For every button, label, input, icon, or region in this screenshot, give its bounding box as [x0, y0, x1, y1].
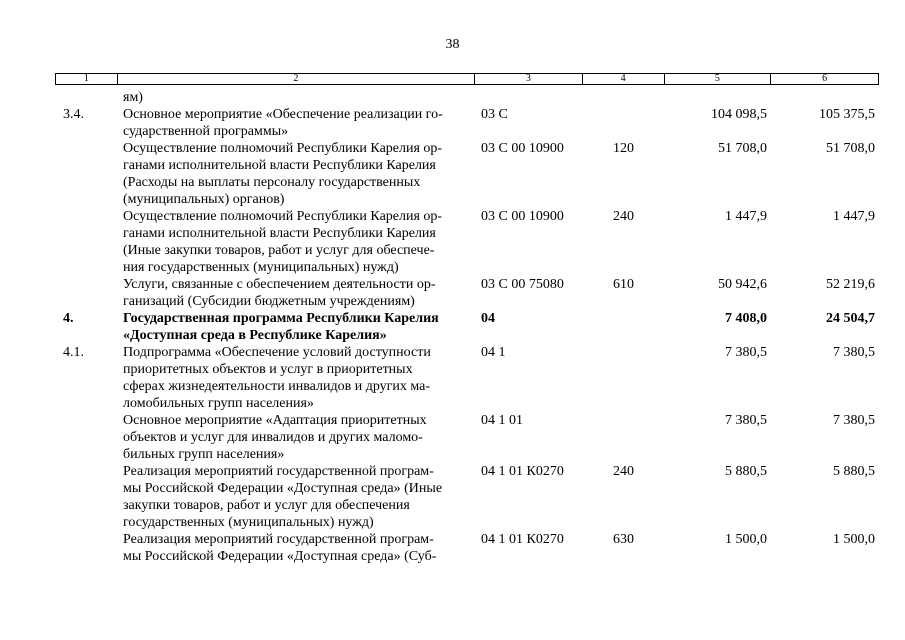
row-number: 4. — [63, 311, 74, 326]
row-code: 04 1 01 — [481, 413, 523, 428]
table-row — [55, 463, 879, 531]
row-number: 3.4. — [63, 107, 84, 122]
row-name — [117, 531, 475, 565]
row-name — [117, 89, 475, 106]
row-code: 04 1 01 К0270 — [481, 464, 564, 479]
row-name-line: (Расходы на выплаты персоналу государственных — [123, 175, 421, 190]
row-value-2: 52 219,6 — [826, 277, 875, 292]
row-name-line: Подпрограмма «Обеспечение условий доступности — [123, 345, 431, 360]
row-value-2: 105 375,5 — [819, 107, 875, 122]
row-name-line: сферах жизнедеятельности инвалидов и других ма- — [123, 379, 431, 394]
row-code: 04 1 01 К0270 — [481, 532, 564, 547]
column-header-3: 3 — [475, 74, 583, 84]
row-value-2: 24 504,7 — [826, 311, 875, 326]
row-value-2: 5 880,5 — [833, 464, 875, 479]
table-row — [55, 412, 879, 463]
page-number: 38 — [445, 37, 460, 52]
column-header-1: 1 — [56, 74, 118, 84]
column-header-2: 2 — [118, 74, 475, 84]
row-value-1: 51 708,0 — [718, 141, 767, 156]
row-name-line: закупки товаров, работ и услуг для обеспечения — [123, 498, 410, 513]
column-header-5: 5 — [665, 74, 772, 84]
table-header-row — [55, 73, 879, 85]
table-row — [55, 310, 879, 344]
column-header-6: 6 — [822, 73, 828, 84]
row-name-line: приоритетных объектов и услуг в приоритетных — [123, 362, 413, 377]
row-value-1: 50 942,6 — [718, 277, 767, 292]
row-value-1: 104 098,5 — [711, 107, 767, 122]
row-name-line: ния государственных (муниципальных) нужд) — [123, 260, 399, 275]
row-name-line: бильных групп населения» — [123, 447, 285, 462]
row-code: 03 С 00 10900 — [481, 141, 564, 156]
row-name-line: мы Российской Федерации «Доступная среда» (Суб- — [123, 549, 437, 564]
row-name — [117, 412, 475, 463]
table-body — [55, 89, 879, 565]
row-expense-type: 240 — [613, 209, 634, 224]
table-row — [55, 276, 879, 310]
table-row — [55, 531, 879, 565]
table-row — [55, 208, 879, 276]
row-code: 04 — [481, 311, 495, 326]
row-expense-type: 240 — [613, 464, 634, 479]
table-row — [55, 106, 879, 140]
row-expense-type: 120 — [613, 141, 634, 156]
row-name — [117, 140, 475, 208]
row-name-line: Основное мероприятие «Адаптация приоритетных — [123, 413, 427, 428]
row-name-line: Основное мероприятие «Обеспечение реализации го- — [123, 107, 443, 122]
row-value-1: 7 408,0 — [725, 311, 767, 326]
row-name-line: Осуществление полномочий Республики Карелия ор- — [123, 209, 443, 224]
column-header-4: 4 — [583, 74, 665, 84]
row-name-line: (Иные закупки товаров, работ и услуг для обеспече- — [123, 243, 435, 258]
row-name-line: государственных (муниципальных) нужд) — [123, 515, 374, 530]
row-value-2: 1 447,9 — [833, 209, 875, 224]
row-value-1: 1 447,9 — [725, 209, 767, 224]
row-name — [117, 310, 475, 344]
table-row — [55, 89, 879, 106]
row-name-line: Реализация мероприятий государственной програм- — [123, 532, 434, 547]
row-name — [117, 106, 475, 140]
row-name — [117, 463, 475, 531]
row-code: 04 1 — [481, 345, 506, 360]
row-value-1: 5 880,5 — [725, 464, 767, 479]
row-name-line: ганами исполнительной власти Республики Карелия — [123, 158, 436, 173]
row-name-line: ганизаций (Субсидии бюджетным учреждениям) — [123, 294, 415, 309]
table-row — [55, 140, 879, 208]
row-name-line: Реализация мероприятий государственной програм- — [123, 464, 434, 479]
row-name — [117, 208, 475, 276]
row-value-1: 7 380,5 — [725, 413, 767, 428]
row-name-line: (муниципальных) органов) — [123, 192, 285, 207]
row-name-line: мы Российской Федерации «Доступная среда» (Иные — [123, 481, 443, 496]
row-name-line: Осуществление полномочий Республики Карелия ор- — [123, 141, 443, 156]
row-name-line: Услуги, связанные с обеспечением деятельности ор- — [123, 277, 436, 292]
row-name — [117, 276, 475, 310]
row-code: 03 С — [481, 107, 508, 122]
row-name-line: сударственной программы» — [123, 124, 289, 139]
table-row — [55, 344, 879, 412]
row-name-line: «Доступная среда в Республике Карелия» — [123, 328, 387, 343]
row-name-line: ломобильных групп населения» — [123, 396, 314, 411]
row-name-line: Государственная программа Республики Карелия — [123, 311, 439, 326]
row-name-line: ям) — [123, 90, 143, 105]
row-number: 4.1. — [63, 345, 84, 360]
row-value-2: 51 708,0 — [826, 141, 875, 156]
row-expense-type: 630 — [613, 532, 634, 547]
row-value-1: 7 380,5 — [725, 345, 767, 360]
row-name-line: объектов и услуг для инвалидов и других маломо- — [123, 430, 423, 445]
row-name — [117, 344, 475, 412]
row-value-1: 1 500,0 — [725, 532, 767, 547]
row-value-2: 7 380,5 — [833, 345, 875, 360]
row-value-2: 7 380,5 — [833, 413, 875, 428]
row-expense-type: 610 — [613, 277, 634, 292]
row-value-2: 1 500,0 — [833, 532, 875, 547]
row-code: 03 С 00 75080 — [481, 277, 564, 292]
row-name-line: ганами исполнительной власти Республики Карелия — [123, 226, 436, 241]
row-code: 03 С 00 10900 — [481, 209, 564, 224]
